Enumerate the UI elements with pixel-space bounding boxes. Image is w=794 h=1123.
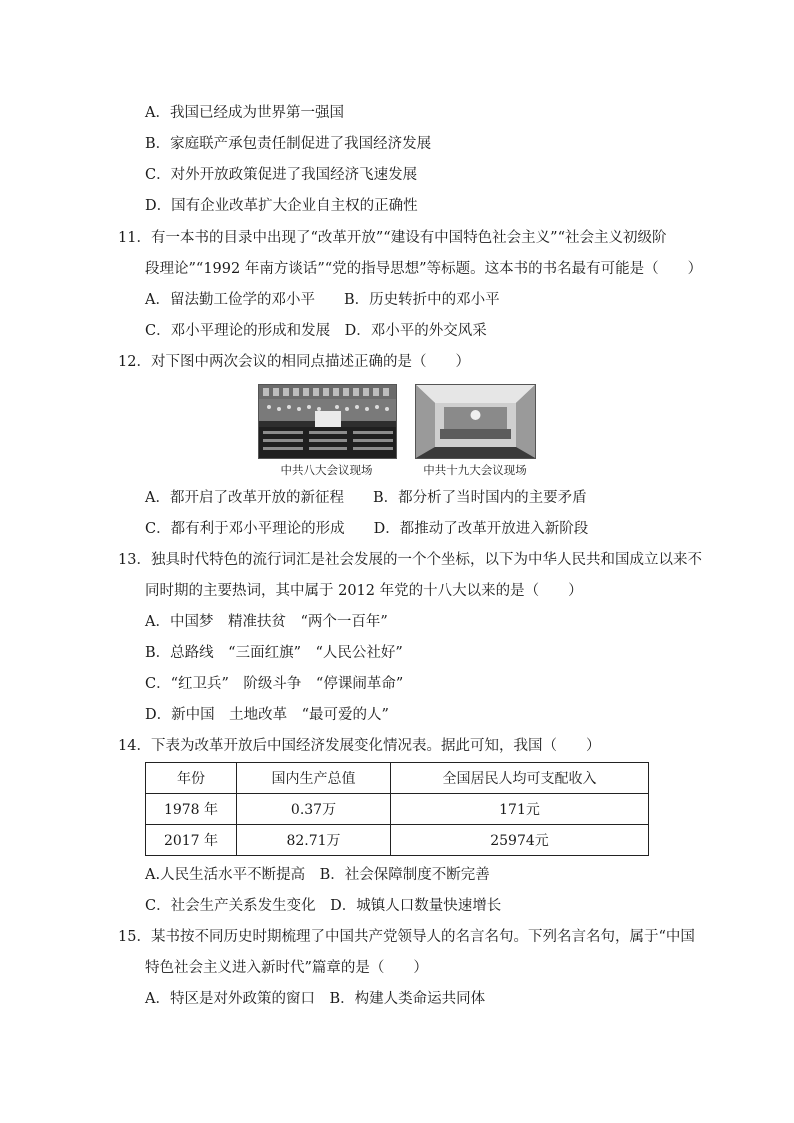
table-header-row: [146, 763, 649, 794]
photo-19th-congress-image: [416, 385, 535, 458]
q10-option-d: D．国有企业改革扩大企业自主权的正确性: [145, 198, 418, 214]
q10-option-a: A．我国已经成为世界第一强国: [145, 105, 344, 121]
q14-options-row1: A.人民生活水平不断提高 B．社会保障制度不断完善: [145, 867, 490, 883]
caption-8th-congress: 中共八大会议现场: [280, 463, 373, 477]
q10-option-c: C．对外开放政策促进了我国经济飞速发展: [145, 167, 418, 183]
q11-options-row1: A．留法勤工俭学的邓小平 B．历史转折中的邓小平: [145, 292, 500, 308]
header-income: 全国居民人均可支配收入: [391, 763, 649, 794]
q12-options-row1: A．都开启了改革开放的新征程 B．都分析了当时国内的主要矛盾: [145, 490, 587, 506]
q11-stem: 11．有一本书的目录中出现了“改革开放”“建设有中国特色社会主义”“社会主义初级阶: [118, 230, 667, 246]
q14-stem: 14．下表为改革开放后中国经济发展变化情况表。据此可知，我国（ ）: [118, 738, 601, 754]
q10-option-b: B．家庭联产承包责任制促进了我国经济发展: [145, 136, 432, 152]
q14-options-row2: C．社会生产关系发生变化 D．城镇人口数量快速增长: [145, 898, 502, 914]
q12-options-row2: C．都有利于邓小平理论的形成 D．都推动了改革开放进入新阶段: [145, 521, 589, 537]
cell-income: 171元: [391, 794, 649, 825]
q11-stem-cont: 段理论”“1992 年南方谈话”“党的指导思想”等标题。这本书的书名最有可能是（ ）: [145, 261, 703, 277]
cell-income: 25974元: [391, 825, 649, 856]
table-row: [146, 825, 649, 856]
q15-stem-cont: 特色社会主义进入新时代”篇章的是（ ）: [145, 960, 428, 976]
cell-gdp: 0.37万: [237, 794, 391, 825]
caption-19th-congress: 中共十九大会议现场: [423, 463, 527, 477]
q13-option-d: D．新中国 土地改革 “最可爱的人”: [145, 707, 389, 723]
header-year: 年份: [146, 763, 237, 794]
q15-options-row1: A．特区是对外政策的窗口 B．构建人类命运共同体: [145, 991, 486, 1007]
gdp-table: [145, 762, 649, 856]
q15-stem: 15．某书按不同历史时期梳理了中国共产党领导人的名言名句。下列名言名句，属于“中国: [118, 929, 695, 945]
q13-stem-cont: 同时期的主要热词，其中属于 2012 年党的十八大以来的是（ ）: [145, 583, 583, 599]
header-gdp: 国内生产总值: [237, 763, 391, 794]
q12-stem: 12．对下图中两次会议的相同点描述正确的是（ ）: [118, 354, 470, 370]
q13-option-c: C．“红卫兵” 阶级斗争 “停课闹革命”: [145, 676, 404, 692]
cell-year: 2017 年: [146, 825, 237, 856]
cell-year: 1978 年: [146, 794, 237, 825]
photo-19th-congress: [415, 384, 536, 459]
photo-8th-congress-image: [259, 385, 396, 458]
q13-option-b: B．总路线 “三面红旗” “人民公社好”: [145, 645, 403, 661]
q13-stem: 13．独具时代特色的流行词汇是社会发展的一个个坐标，以下为中华人民共和国成立以来不: [118, 552, 702, 568]
q13-option-a: A．中国梦 精准扶贫 “两个一百年”: [145, 614, 388, 630]
table-row: [146, 794, 649, 825]
photo-8th-congress: [258, 384, 397, 459]
cell-gdp: 82.71万: [237, 825, 391, 856]
q11-options-row2: C．邓小平理论的形成和发展 D．邓小平的外交风采: [145, 323, 487, 339]
